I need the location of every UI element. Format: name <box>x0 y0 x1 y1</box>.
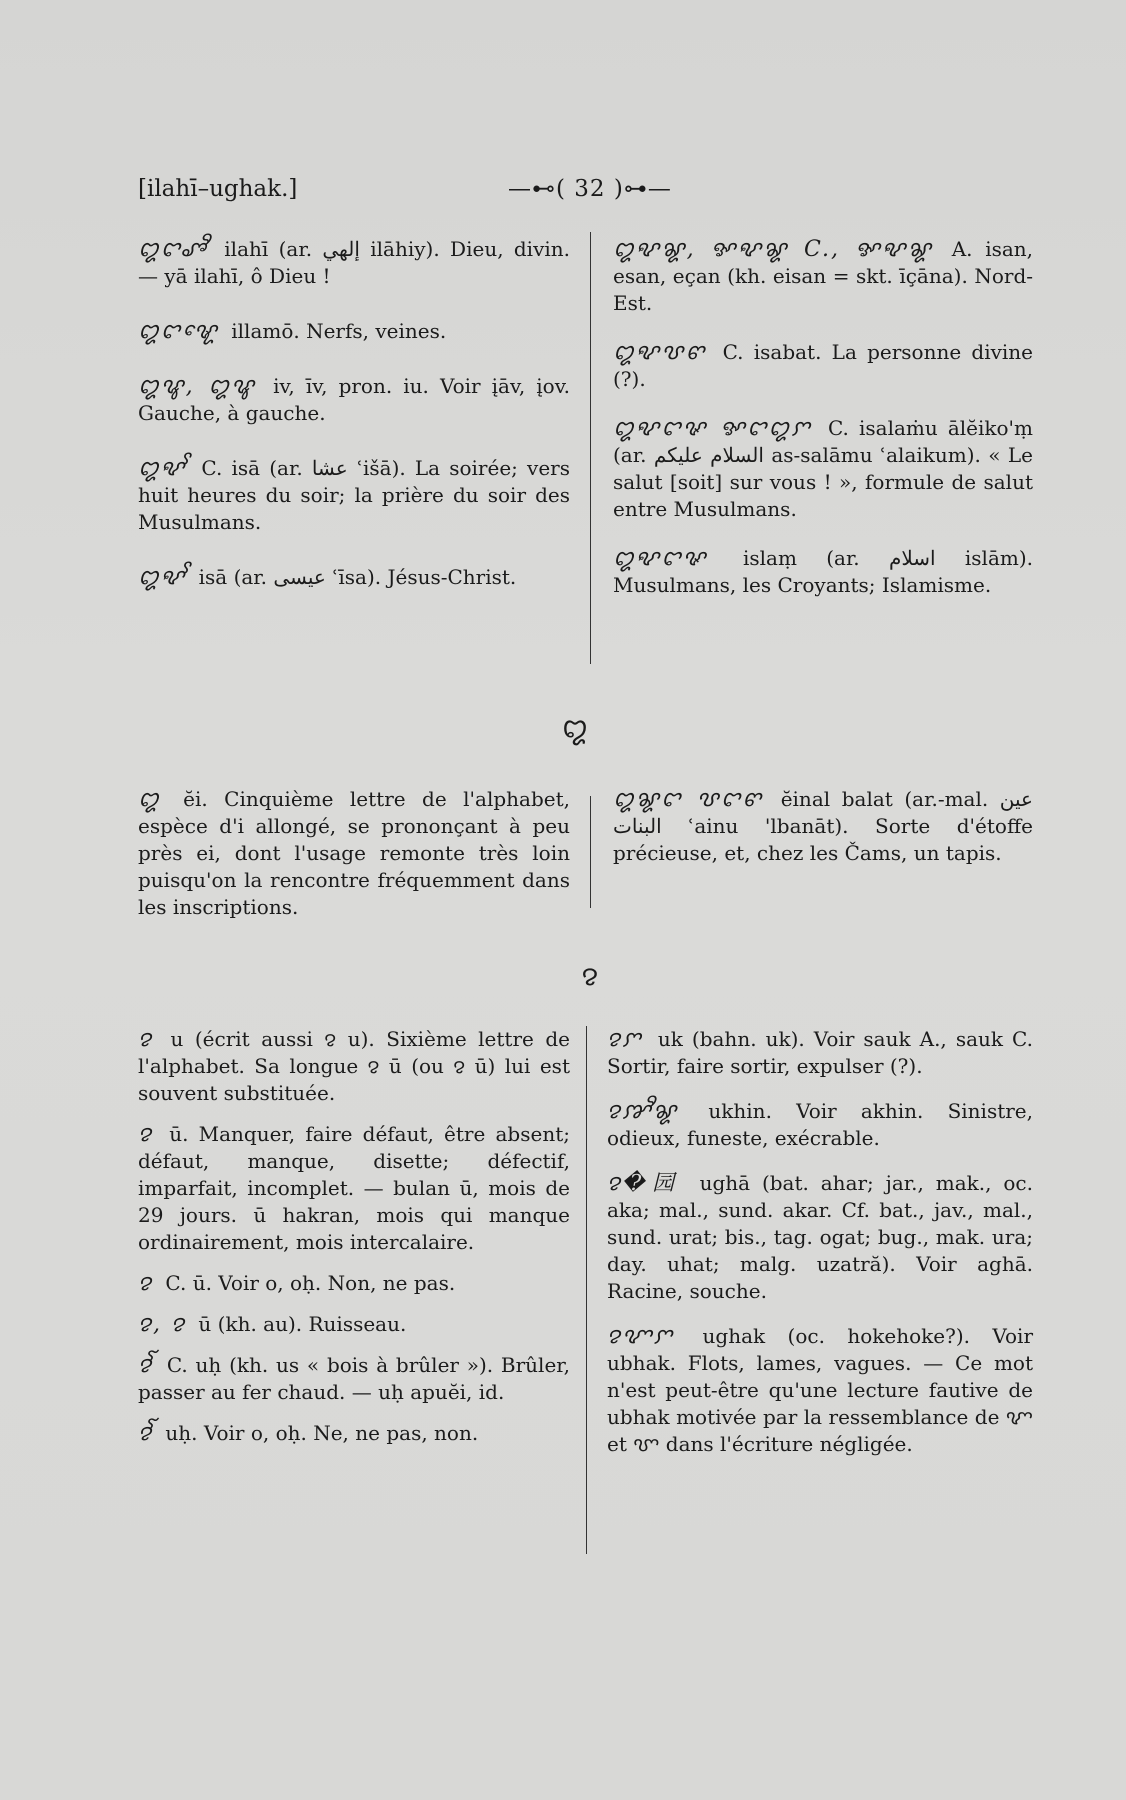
cham-script: ꨂ, ꨂ <box>138 1312 187 1337</box>
entry-text: C. ū. Voir o, oḥ. Non, ne pas. <box>165 1271 456 1295</box>
entry-isa-c <box>138 455 570 536</box>
entry-text: uḥ. Voir o, oḥ. Ne, ne pas, non. <box>165 1421 479 1445</box>
entry-text: ukhin. Voir akhin. Sinistre, odieux, funeste, exécrable. <box>607 1099 1034 1150</box>
section-u-left-column <box>138 1026 570 1447</box>
entry-ilahi <box>138 236 570 290</box>
page-number: —⊷( 32 )⊶— <box>508 176 672 202</box>
entry-text: u (écrit aussi ꨂ u). Sixième lettre de l'alphabet. Sa longue ꨂ ū (ou ꨂ ū) lui est souvent substituée. <box>138 1027 570 1105</box>
entry-text: C. uḥ (kh. us « bois à brûler »). Brûler, passer au fer chaud. — uḥ apuĕi, id. <box>138 1353 571 1404</box>
cham-script: ꨁꨦꨘ, ꨀꨦꨘ C., ꨀꨦꨘ <box>613 237 934 262</box>
entry-text: ilahī (ar. إلهي ilāhiy). Dieu, divin. — yā ilahī, ô Dieu ! <box>138 237 571 288</box>
page-header <box>138 176 1038 212</box>
cham-script: ꨁ <box>138 787 161 812</box>
cham-script: ꨁꨦꨩ <box>138 565 187 590</box>
entry-text: uk (bahn. uk). Voir sauk A., sauk C. Sortir, faire sortir, expulser (?). <box>607 1027 1033 1078</box>
entry-ukhin <box>607 1098 1033 1152</box>
entry-ughak <box>607 1323 1033 1458</box>
entry-text: islaṃ (ar. اسلام islām). Musulmans, les Croyants; Islamisme. <box>613 546 1034 597</box>
cham-script: ꨂ <box>138 1271 154 1296</box>
cham-script: ꨂꨱ <box>138 1353 154 1378</box>
entry-isalamu <box>613 415 1033 523</box>
cham-script: ꨁꨘꨤ ꨝꨤꨓ <box>613 787 764 812</box>
column-rule <box>590 232 591 664</box>
entry-uk <box>607 1026 1033 1080</box>
entry-einal-balat <box>613 786 1033 867</box>
entry-text: C. isalaṁu ālĕiko'ṃ (ar. السلام عليكم as-salāmu ʿalaikum). « Le salut [soit] sur vous ! », formule de salut entre Musulmans. <box>613 416 1033 521</box>
section-i-left-column <box>138 236 570 591</box>
entry-iv <box>138 373 570 427</box>
entry-text: isā (ar. عيسى ʿīsa). Jésus-Christ. <box>198 565 517 589</box>
section-divider-u: ꨂ <box>581 959 599 992</box>
entry-u-manquer <box>138 1121 570 1256</box>
cham-script: ꨁꨦꨝꨓ <box>613 340 707 365</box>
header-entry-range: [ilahī–ughak.] <box>138 176 298 202</box>
entry-text: ū (kh. au). Ruisseau. <box>198 1312 407 1336</box>
entry-text: C. isabat. La personne divine (?). <box>613 340 1034 391</box>
section-i-right-column <box>613 236 1033 599</box>
cham-script: ꨂ�园 <box>607 1171 682 1196</box>
cham-script: ꨁꨤꨠꨯ <box>138 319 219 344</box>
entry-u-non <box>138 1270 570 1297</box>
entry-isa <box>138 564 570 591</box>
entry-uh-bruler <box>138 1352 570 1406</box>
entry-isabat <box>613 339 1033 393</box>
section-divider-ei: ꨁ <box>561 711 589 744</box>
entry-text: ĕi. Cinquième lettre de l'alphabet, espèce d'i allongé, se prononçant à peu près ei, dont l'usage remonte très loin puisqu'on la rencontre fréquemment dans les inscriptions. <box>138 787 571 919</box>
cham-script: ꨁꨤꨨꨪ <box>138 237 208 262</box>
entry-uh-non <box>138 1420 570 1447</box>
section-ei-right-column <box>613 786 1033 867</box>
entry-text: iv, īv, pron. iu. Voir įāv, įov. Gauche, à gauche. <box>138 374 570 425</box>
entry-ei <box>138 786 570 921</box>
section-ei-left-column <box>138 786 570 921</box>
entry-text: ughā (bat. ahar; jar., mak., oc. aka; mal., sund. akar. Cf. bat., jav., mal., sund. urat; bis., tag. ogat; bug., mak. ura; day. uhat; malg. uzatră). Voir aghā. Racine, souche. <box>607 1171 1033 1303</box>
entry-illamo <box>138 318 570 345</box>
entry-text: ughak (oc. hokehoke?). Voir ubhak. Flots, lames, vagues. — Ce mot n'est peut-être qu'une lecture fautive de ubhak motivée par la ressemblance de ꨉ et ꨞ dans l'écriture négligée. <box>607 1324 1033 1456</box>
entry-u-letter <box>138 1026 570 1107</box>
cham-script: ꨁꨥ, ꨁꨥ <box>138 374 257 399</box>
cham-script: ꨂ <box>138 1122 154 1147</box>
cham-script: ꨂ <box>138 1027 154 1052</box>
cham-script: ꨁꨦꨩ <box>138 456 187 481</box>
entry-text: illamō. Nerfs, veines. <box>231 319 447 343</box>
cham-script: ꨁꨦꨤꨟ <box>613 546 708 571</box>
entry-islam <box>613 545 1033 599</box>
cham-script: ꨂꨱ <box>138 1421 154 1446</box>
entry-u-ruisseau <box>138 1311 570 1338</box>
entry-text: C. isā (ar. عشا ʿišā). La soirée; vers huit heures du soir; la prière du soir des Musulmans. <box>138 456 570 534</box>
column-rule <box>590 796 591 908</box>
cham-script: ꨂꨇꨪꨘ <box>607 1099 679 1124</box>
entry-text: ĕinal balat (ar.-mal. عين البنات ʿainu 'lbanāt). Sorte d'étoffe précieuse, et, chez les Čams, un tapis. <box>613 787 1033 865</box>
entry-text: A. isan, esan, eçan (kh. eisan = skt. īçāna). Nord-Est. <box>613 237 1034 315</box>
entry-isan <box>613 236 1033 317</box>
cham-script: ꨂꨉꨆ <box>607 1324 675 1349</box>
entry-ugha <box>607 1170 1033 1305</box>
column-rule <box>586 1026 587 1554</box>
section-u-right-column <box>607 1026 1033 1458</box>
cham-script: ꨁꨦꨤꨟ ꨀꨤꨁꨆ <box>613 416 812 441</box>
cham-script: ꨂꨆ <box>607 1027 643 1052</box>
entry-text: ū. Manquer, faire défaut, être absent; défaut, manque, disette; défectif, imparfait, incomplet. — bulan ū, mois de 29 jours. ū hakran, mois qui manque ordinairement, mois intercalaire. <box>138 1122 570 1254</box>
